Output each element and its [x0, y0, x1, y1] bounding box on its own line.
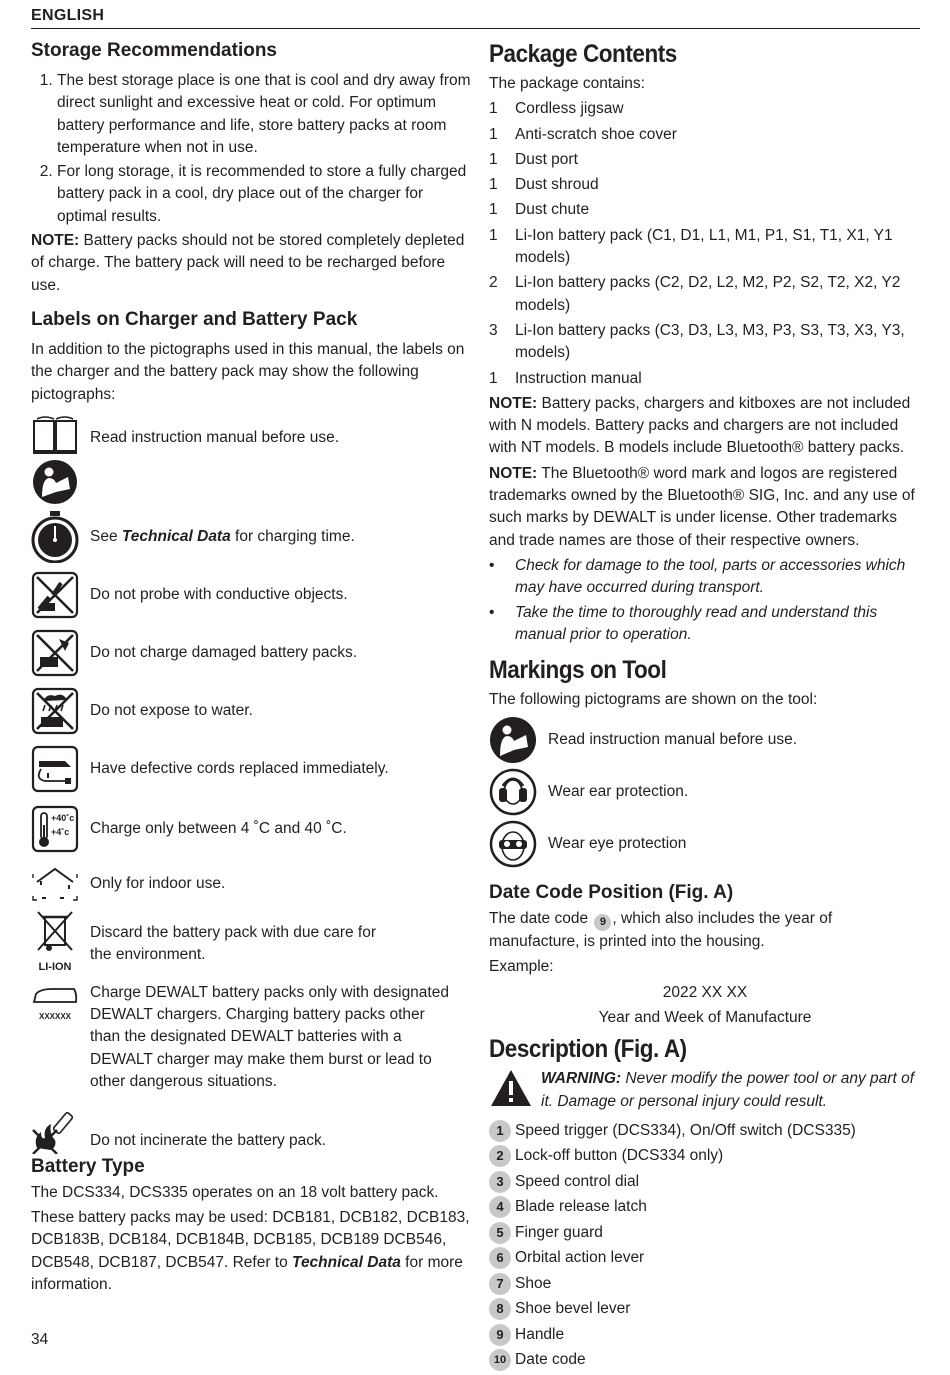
- part-text: Speed control dial: [515, 1172, 640, 1190]
- storage-note: [31, 230, 471, 297]
- list-item: [489, 98, 921, 120]
- note-label: NOTE:: [489, 464, 538, 482]
- part-number-badge: 10: [489, 1349, 511, 1371]
- temp-high-label: +40˚c: [51, 812, 75, 823]
- qty: 1: [489, 150, 498, 168]
- list-item: [489, 272, 921, 317]
- qty: 1: [489, 369, 498, 387]
- storage-list: [31, 70, 471, 228]
- pictograph-text: [90, 526, 355, 548]
- item-text: Anti-scratch shoe cover: [515, 125, 677, 143]
- indoor-house-icon: [31, 866, 79, 902]
- example-value: 2022 XX XX: [662, 983, 748, 1001]
- list-item: [489, 174, 921, 196]
- part-number-badge: 6: [489, 1247, 511, 1269]
- list-item: [489, 1145, 921, 1167]
- part-number-badge: 1: [489, 1120, 511, 1142]
- qty: 1: [489, 201, 498, 219]
- item-text: Li-Ion battery packs (C3, D3, L3, M3, P3, S3, T3, X3, Y3, models): [515, 321, 905, 362]
- qty: 1: [489, 100, 498, 118]
- technical-data-ref: Technical Data: [121, 527, 231, 545]
- note-label: NOTE:: [489, 394, 538, 412]
- storage-item: 1. The best storage place is one that is cool and dry away from direct sunlight and excessive heat or cold. For optimum battery performance and life, store battery packs at room temperature when not in use.: [57, 70, 471, 159]
- qty: 1: [489, 125, 498, 143]
- marking-text: Read instruction manual before use.: [548, 731, 798, 749]
- marking-text: Wear eye protection: [548, 835, 687, 853]
- text-post: for charging time.: [230, 527, 355, 545]
- part-text: Date code: [515, 1351, 586, 1369]
- battery-type-title: Battery Type: [31, 1155, 145, 1177]
- warning-triangle-icon: [489, 1068, 541, 1108]
- date-code-title: Date Code Position (Fig. A): [489, 882, 734, 904]
- part-text: Shoe bevel lever: [515, 1300, 631, 1318]
- part-text: Handle: [515, 1325, 565, 1343]
- temp-low-label: +4˚c: [51, 826, 70, 837]
- part-number-badge: 4: [489, 1196, 511, 1218]
- pictograph-text: Charge DEWALT battery packs only with designated DEWALT chargers. Charging battery packs other than the designated DEWALT batteries with a DEWALT charger may make them burst or lead to other dangerous situations.: [90, 983, 449, 1091]
- part-text: Lock-off button (DCS334 only): [515, 1147, 724, 1165]
- part-text: Orbital action lever: [515, 1249, 645, 1267]
- pictograph-row: [31, 414, 471, 506]
- part-number-badge: 3: [489, 1171, 511, 1193]
- p2-pre: These battery packs may be used: DCB181, DCB182, DCB183, DCB183B, DCB184, DCB184B, DCB185, DCB189 DCB546, DCB548, DCB187, DCB547. Refer to: [31, 1209, 470, 1271]
- battery-type-p2: [31, 1207, 471, 1296]
- pictograph-text: Do not probe with conductive objects.: [90, 585, 348, 603]
- markings-intro: The following pictograms are shown on the tool:: [489, 691, 818, 709]
- list-item: [489, 225, 921, 270]
- part-text: Finger guard: [515, 1223, 603, 1241]
- pictograph-row: [31, 740, 471, 798]
- pictograph-text: Read instruction manual before use.: [90, 428, 340, 446]
- no-conductive-probe-icon: [31, 571, 79, 619]
- labels-title: Labels on Charger and Battery Pack: [31, 308, 358, 330]
- list-item: [489, 1349, 921, 1371]
- markings-title: Markings on Tool: [489, 656, 667, 685]
- note-text: Battery packs should not be stored completely depleted of charge. The battery pack will need to be recharged before use.: [31, 232, 465, 294]
- part-number-badge: 2: [489, 1145, 511, 1167]
- description-title: Description (Fig. A): [489, 1035, 687, 1064]
- pictograph-text: Do not incinerate the battery pack.: [90, 1131, 327, 1149]
- example-caption: Year and Week of Manufacture: [598, 1008, 812, 1026]
- part-number-badge: 5: [489, 1222, 511, 1244]
- item-text: Dust shroud: [515, 176, 599, 194]
- list-item: [489, 1324, 921, 1346]
- page-number: 34: [31, 1331, 49, 1348]
- date-code-text: [489, 908, 921, 953]
- marking-row: [489, 818, 921, 870]
- package-intro: The package contains:: [489, 75, 645, 92]
- part-text: Shoe: [515, 1274, 552, 1292]
- pictograph-row: [31, 798, 471, 860]
- read-manual-icon: [31, 415, 79, 505]
- list-item: [489, 368, 921, 390]
- callout-badge: 9: [594, 914, 611, 931]
- read-manual-icon: [489, 716, 537, 764]
- warning-text: [541, 1068, 921, 1113]
- storage-item: 2. For long storage, it is recommended to store a fully charged battery pack in a cool, dry place out of the charger for optimal results.: [57, 161, 471, 228]
- thermometer-icon: [31, 805, 79, 853]
- bullet-item: • Take the time to thoroughly read and understand this manual prior to operation.: [489, 602, 921, 647]
- part-number-badge: 8: [489, 1298, 511, 1320]
- bullet-item: • Check for damage to the tool, parts or accessories which may have occurred during transport.: [489, 555, 921, 600]
- pictograph-text: Discard the battery pack with due care for the environment.: [90, 923, 377, 963]
- defective-cord-icon: [31, 745, 79, 793]
- pictograph-row: [31, 860, 471, 908]
- wheelie-bin-icon: [31, 909, 79, 978]
- marking-row: [489, 766, 921, 818]
- pictograph-text: Do not charge damaged battery packs.: [90, 643, 358, 661]
- pictograph-row: [31, 682, 471, 740]
- note-text: Battery packs, chargers and kitboxes are not included with N models. Battery packs and chargers are not included with NT models. B models include Bluetooth® battery packs.: [489, 394, 911, 457]
- list-item: [489, 1171, 921, 1193]
- note-text: The Bluetooth® word mark and logos are registered trademarks owned by the Bluetooth® SIG, Inc. and any use of such marks by DEWALT is under license. Other trademarks and trade names are those of their respective owners.: [489, 464, 915, 549]
- list-item: [489, 1273, 921, 1295]
- bullet-text: Take the time to thoroughly read and understand this manual prior to operation.: [515, 603, 878, 643]
- list-item: [489, 1196, 921, 1218]
- qty: 1: [489, 226, 498, 244]
- pictograph-text: Only for indoor use.: [90, 874, 226, 892]
- item-text: Li-Ion battery packs (C2, D2, L2, M2, P2, S2, T2, X2, Y2 models): [515, 274, 901, 314]
- marking-row: [489, 714, 921, 766]
- labels-intro: In addition to the pictographs used in this manual, the labels on the charger and the battery pack may show the following pictographs:: [31, 340, 465, 403]
- technical-data-ref: Technical Data: [292, 1253, 401, 1271]
- qty: 2: [489, 274, 498, 292]
- list-item: [489, 1222, 921, 1244]
- part-number-badge: 9: [489, 1324, 511, 1346]
- package-list: [489, 98, 921, 390]
- parts-list: [489, 1120, 921, 1372]
- list-item: [489, 1247, 921, 1269]
- storage-title: Storage Recommendations: [31, 40, 277, 61]
- list-item: [489, 1298, 921, 1320]
- pictograph-text: Do not expose to water.: [90, 701, 253, 719]
- pictograph-row: [31, 508, 471, 566]
- bullet-text: Check for damage to the tool, parts or accessories which may have occurred during transport.: [515, 556, 906, 597]
- battery-type-p1: The DCS334, DCS335 operates on an 18 volt battery pack.: [31, 1183, 439, 1201]
- example-label: Example:: [489, 958, 554, 976]
- note-label: NOTE:: [31, 232, 80, 250]
- p2-post: for more information.: [31, 1253, 463, 1294]
- package-title: Package Contents: [489, 40, 677, 68]
- text-pre: See: [90, 527, 122, 545]
- charger-icon: [31, 986, 79, 1028]
- no-damaged-pack-icon: [31, 629, 79, 677]
- right-column: [489, 38, 921, 1375]
- qty: 1: [489, 176, 498, 194]
- pictograph-text: Charge only between 4 ˚C and 40 ˚C.: [90, 819, 347, 837]
- list-item: [489, 1120, 921, 1142]
- part-text: Blade release latch: [515, 1198, 647, 1216]
- warning-block: [489, 1068, 921, 1116]
- charger-model-label: XXXXXX: [38, 1011, 71, 1021]
- list-item: [489, 149, 921, 171]
- item-text: Dust port: [515, 150, 578, 168]
- text-post: , which also includes the year of manufacture, is printed into the housing.: [489, 910, 833, 951]
- list-item: [489, 124, 921, 146]
- marking-text: Wear ear protection.: [548, 783, 689, 801]
- eye-protection-icon: [489, 820, 537, 868]
- item-text: Li-Ion battery pack (C1, D1, L1, M1, P1, S1, T1, X1, Y1 models): [515, 226, 893, 267]
- no-incinerate-icon: [31, 1108, 79, 1154]
- pictograph-row: [31, 566, 471, 624]
- header-rule: [31, 28, 920, 29]
- qty: 3: [489, 321, 498, 339]
- ear-protection-icon: [489, 768, 537, 816]
- item-text: Dust chute: [515, 201, 590, 219]
- part-number-badge: 7: [489, 1273, 511, 1295]
- list-item: [489, 199, 921, 221]
- no-water-icon: [31, 687, 79, 735]
- warning-label: WARNING:: [541, 1070, 622, 1088]
- warning-body: Never modify the power tool or any part of it. Damage or personal injury could result.: [541, 1070, 914, 1110]
- pictograph-text: Have defective cords replaced immediately.: [90, 759, 389, 777]
- language-header: ENGLISH: [31, 7, 105, 24]
- item-text: Instruction manual: [515, 369, 642, 387]
- item-text: Cordless jigsaw: [515, 100, 624, 118]
- text-pre: The date code: [489, 910, 593, 928]
- li-ion-label: LI-ION: [38, 961, 72, 974]
- package-note-1: [489, 393, 921, 460]
- list-item: [489, 320, 921, 365]
- stopwatch-icon: [31, 511, 79, 563]
- pictograph-row: [31, 908, 471, 980]
- part-text: Speed trigger (DCS334), On/Off switch (DCS335): [515, 1121, 856, 1139]
- left-column: [31, 38, 471, 1299]
- pictograph-row: [31, 624, 471, 682]
- pictograph-row: [31, 982, 471, 1110]
- package-note-2: [489, 463, 921, 552]
- pictograph-row: [31, 1106, 471, 1156]
